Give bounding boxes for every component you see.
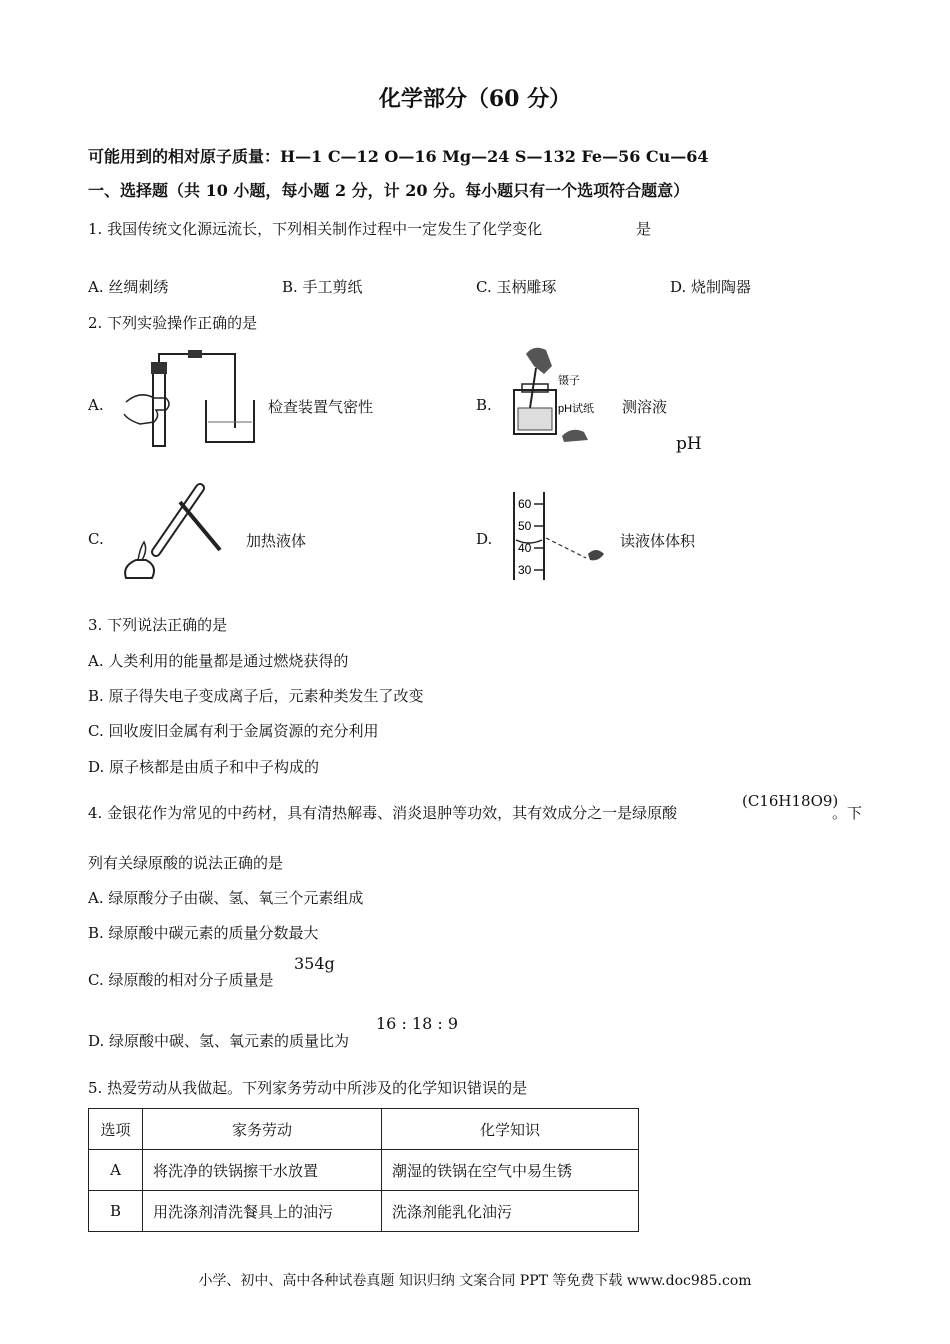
q2-option-c-letter: C. xyxy=(88,530,104,548)
q4-option-b: B. 绿原酸中碳元素的质量分数最大 xyxy=(88,924,319,942)
q4-stem: 4. 金银花作为常见的中药材，具有清热解毒、消炎退肿等功效，其有效成分之一是绿原酸 xyxy=(88,804,678,822)
q4-option-a: A. 绿原酸分子由碳、氢、氧三个元素组成 xyxy=(88,889,364,907)
section-heading: 一、选择题（共 10 小题，每小题 2 分，计 20 分。每小题只有一个选项符合题意） xyxy=(88,181,690,200)
q4-stem-line2: 列有关绿原酸的说法正确的是 xyxy=(88,854,284,872)
table-row xyxy=(89,1150,639,1191)
row-b-option: B xyxy=(89,1191,143,1232)
row-b-housework: 用洗涤剂清洗餐具上的油污 xyxy=(143,1191,382,1232)
q3-stem: 3. 下列说法正确的是 xyxy=(88,616,228,634)
q5-table xyxy=(88,1108,639,1232)
q1-option-a: A. 丝绸刺绣 xyxy=(88,278,169,296)
q3-option-a: A. 人类利用的能量都是通过燃烧获得的 xyxy=(88,652,349,670)
tick-30: 30 xyxy=(518,563,532,577)
ph-test-diagram xyxy=(504,344,614,450)
row-a-housework: 将洗净的铁锅擦干水放置 xyxy=(143,1150,382,1191)
tick-60: 60 xyxy=(518,497,532,511)
q1-option-b: B. 手工剪纸 xyxy=(282,278,363,296)
q4-option-c: C. 绿原酸的相对分子质量是 xyxy=(88,971,274,989)
q4-formula: (C16H18O9) xyxy=(742,792,839,810)
q2-option-c-text: 加热液体 xyxy=(246,532,307,550)
airtightness-check-diagram xyxy=(120,350,260,450)
header-option: 选项 xyxy=(89,1109,143,1150)
q1-option-c: C. 玉柄雕琢 xyxy=(476,278,557,296)
row-b-knowledge: 洗涤剂能乳化油污 xyxy=(382,1191,639,1232)
table-header-row xyxy=(89,1109,639,1150)
tick-40: 40 xyxy=(518,541,532,555)
q2-option-b-ph: pH xyxy=(676,434,702,454)
row-a-option: A xyxy=(89,1150,143,1191)
row-a-knowledge: 潮湿的铁锅在空气中易生锈 xyxy=(382,1150,639,1191)
q2-stem: 2. 下列实验操作正确的是 xyxy=(88,314,258,332)
heating-liquid-diagram xyxy=(116,480,228,580)
tick-50: 50 xyxy=(518,519,532,533)
q2-option-b-letter: B. xyxy=(476,396,492,414)
page-title: 化学部分（60 分） xyxy=(378,86,572,112)
footer: 小学、初中、高中各种试卷真题 知识归纳 文案合同 PPT 等免费下载 www.doc985.com xyxy=(198,1273,752,1289)
q1-stem-end: 是 xyxy=(636,220,652,238)
q1-option-d: D. 烧制陶器 xyxy=(670,278,752,296)
volume-reading-diagram xyxy=(500,488,612,584)
q3-option-b: B. 原子得失电子变成离子后，元素种类发生了改变 xyxy=(88,687,424,705)
q4-option-d: D. 绿原酸中碳、氢、氧元素的质量比为 xyxy=(88,1032,350,1050)
ph-paper-label: pH试纸 xyxy=(558,403,595,415)
q2-option-a-letter: A. xyxy=(88,396,104,414)
table-row xyxy=(89,1191,639,1232)
q2-option-d-text: 读液体体积 xyxy=(620,532,696,550)
q4-option-c-value: 354g xyxy=(294,954,335,973)
q5-stem: 5. 热爱劳动从我做起。下列家务劳动中所涉及的化学知识错误的是 xyxy=(88,1079,528,1097)
q1-stem: 1. 我国传统文化源远流长，下列相关制作过程中一定发生了化学变化 xyxy=(88,220,543,238)
atomic-masses: 可能用到的相对原子质量：H—1 C—12 O—16 Mg—24 S—132 Fe—56 Cu—64 xyxy=(88,147,709,166)
q4-option-d-value: 16 : 18 : 9 xyxy=(376,1014,459,1033)
q3-option-c: C. 回收废旧金属有利于金属资源的充分利用 xyxy=(88,722,379,740)
header-housework: 家务劳动 xyxy=(143,1109,382,1150)
q2-option-d-letter: D. xyxy=(476,530,493,548)
header-chem-knowledge: 化学知识 xyxy=(382,1109,639,1150)
q4-stem-end: 。下 xyxy=(832,804,863,822)
q2-option-b-text: 测溶液 xyxy=(622,398,668,416)
tweezers-label: 镊子 xyxy=(558,375,580,387)
q3-option-d: D. 原子核都是由质子和中子构成的 xyxy=(88,758,320,776)
q2-option-a-text: 检查装置气密性 xyxy=(268,398,374,416)
